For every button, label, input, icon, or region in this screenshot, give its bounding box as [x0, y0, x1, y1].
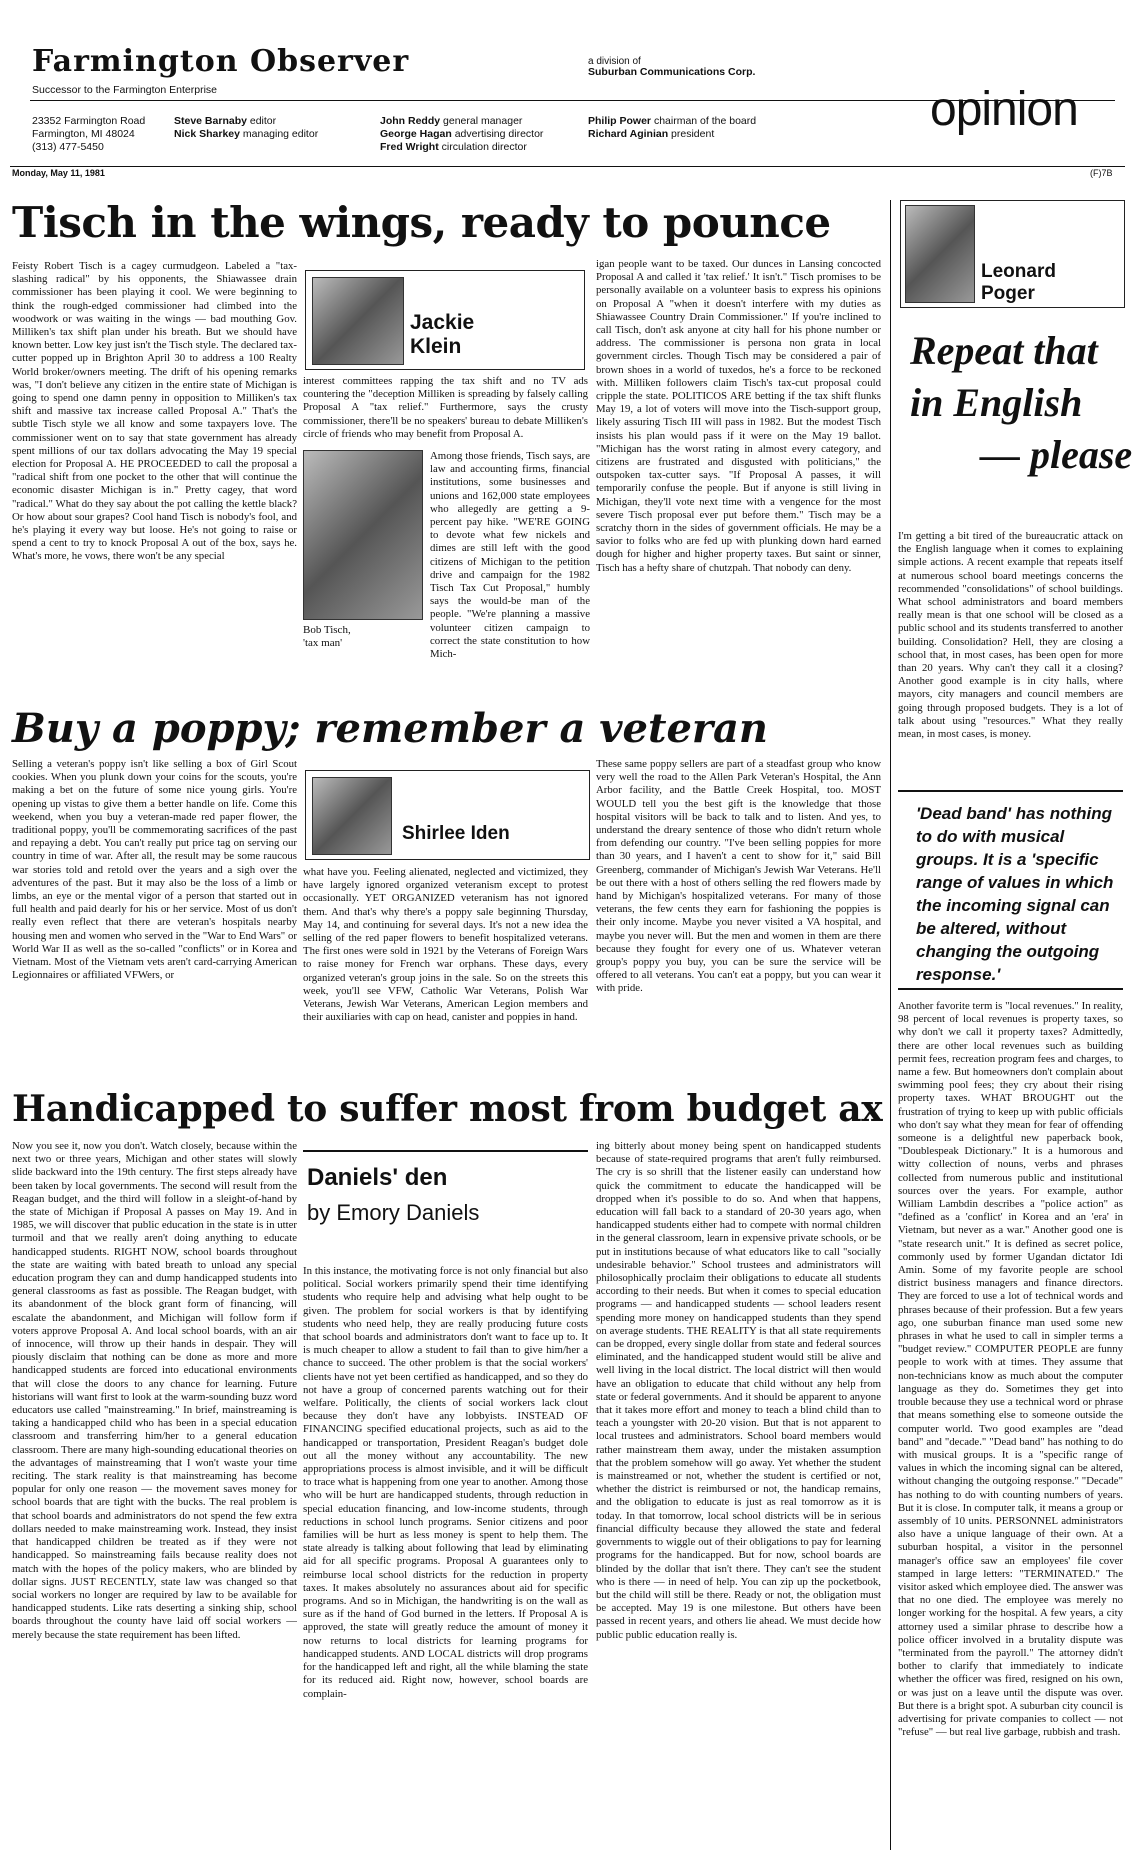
- masthead-subtitle: Successor to the Farmington Enterprise: [32, 84, 218, 96]
- managers-list: [380, 115, 543, 154]
- address-line-1: 23352 Farmington Road: [32, 115, 146, 127]
- section-label: opinion: [930, 83, 1078, 136]
- article3-col2: In this instance, the motivating force is not only financial but also political. Social workers primarily spend their time identifying students who require help and advising what help ought to be given. The problem for social workers is that by identifying students who need help, they are really producing future costs that school boards and administrators don't want to face up to. It is much cheaper to allow a student to fail than to give him/her a chance to succeed. The other problem is that the social workers' clients have not yet been certified as handicapped, and so they do not have a group of concerned parents watching out for their welfare. Politically, the clients of social workers lack clout because they don't have any lobbyists. INSTEAD OF FINANCING specified educational projects, such as aid to the handicapped or transportation, President Reagan's budget dole out all the money without any accountability. The new appropriations process is almost invisible, and it will be difficult to trace what is happening from one year to another. Among those who will be hurt are handicapped students, through reduction in special education financing, and low-income students, through reductions in school lunch programs. Senior citizens and poor families will be hurt as less money is spent to help them. The state already is talking about following that lead by eliminating aid for all specific programs. Proposal A guarantees only to reimburse local school districts for the reduction in property taxes. It makes absolutely no assurances about aid for specific programs. And so in Michigan, the handwriting is on the wall as sure as if the hand of God burned in the letters. If Proposal A is approved, the state will greatly reduce the amount of money it now returns to local districts for learning programs for handicapped students. AND LOCAL districts will drop programs for the handicapped left and right, all the while blaming the state for its reduced aid. Right now, however, school boards are complain-: [303, 1265, 588, 1700]
- article1-headline: Tisch in the wings, ready to pounce: [12, 198, 831, 247]
- editor-name: Steve Barnaby: [174, 115, 247, 127]
- author-first-name: Leonard: [981, 261, 1056, 282]
- photo-caption-line2: 'tax man': [303, 637, 343, 649]
- article4-col-a: I'm getting a bit tired of the bureaucratic attack on the English language when it comes to explaining simple actions. A recent example that repeats itself at numerous school board meetings concerns the recommended "consolidations" of school buildings. What school administrators and board members really mean is that one school will be closed as a public school and its students transferred to another building. Consolidation? Hell, they are closing a school that, in most cases, has been open for more than 20 years. Why can't they call it a closing? Another good example is in city halls, where mayors, city managers and council members are going through proposed budgets. They is a lot of talk about using "resources." What they really mean, in most cases, is money.: [898, 530, 1123, 741]
- masthead-division: a division of: [588, 56, 641, 67]
- masthead-title: Farmington Observer: [32, 44, 410, 79]
- article2-col1: Selling a veteran's poppy isn't like selling a box of Girl Scout cookies. When you plunk down your coins for the scouts, you're making a bet on the future of some nice young girls. You're opening up vistas to give them a better handle on life. Come this weekend, when you buy a veteran-made red paper flower, the traditional poppy, you'll be commemorating sacrifices of the past and repaying a debt. You can't really put price tag on serving our country in time of war. After all, the result may be some raucous war stories told and retold over the years and a sigh over the adventures of the past. But it may also be the loss of a limb or limbs, an eye or the mental vigor of a person that started out in full health and paid dearly for his or her service. Most of us don't really even reflect that there are veteran's hospitals nearby housing men and women who served in the "War to End Wars" or World War II as well as the so-called "conflicts" or in Korea and Vietnam. Most of the Vietnam vets aren't card-carrying American Legionnaires or affiliated VFWers, or: [12, 758, 297, 982]
- headline-line1: Repeat that: [910, 328, 1098, 373]
- masthead-corp: Suburban Communications Corp.: [588, 66, 756, 78]
- author-first-name: Jackie: [410, 311, 475, 334]
- managing-editor-role: managing editor: [242, 128, 319, 141]
- article2-author-box: [305, 770, 590, 860]
- column-name: Daniels' den: [307, 1164, 448, 1191]
- article4-author-box: [900, 200, 1125, 308]
- executives-list: [588, 115, 756, 141]
- circ-director-role: circulation director: [441, 141, 527, 154]
- article4-headline: [910, 325, 1132, 481]
- photo-caption-line1: Bob Tisch,: [303, 624, 351, 636]
- masthead: [0, 0, 1144, 178]
- masthead-address: [32, 115, 145, 154]
- column-divider: [890, 200, 891, 1850]
- ad-director-name: George Hagan: [380, 128, 452, 141]
- article1-col3: igan people want to be taxed. Our dunces in Lansing concocted Proposal A and called it 'tax relief.' It isn't." Tisch promises to be personally available on a volunteer basis to express his opinions on Proposal A "when it doesn't interfere with my duties as Shiawassee Country Drain Commissioner." If you're inclined to call Tisch, don't ask anyone at city hall for his phone number or address. The commissioner is persona non grata in local government circles. Though Tisch may be considered a pair of brown shoes in a world of tuxedos, he's a force to be reckoned with. Milliken followers claim Tisch's tax-cut proposal could cripple the state. POLITICOS ARE betting if the tax shift flunks May 19, a lot of voters will move into the Tisch-support group, likely assuring Tisch III will pass in 1982. But the modest Tisch insists his plan would pass if it were on the May 19 ballot. "Michigan has the worst rating in almost every category, and citizens are frustrated and disgusted with politicians," the outspoken tax-cutter says. "If Proposal A passes, it will temporarily confuse the people. But if anyone is still living in Michigan, they'll vote next time with a vengence for the most severe Tisch proposal ever put before them." Tisch may be a scratchy thorn in the sides of government officials. He may be a savior to folks who are fed up with plunking down hard earned dough for higher and higher property taxes. But saint or sinner, Tisch has a hefty share of chutzpah. That nobody can deny.: [596, 258, 881, 574]
- masthead-bottom-rule: [10, 166, 1125, 167]
- phone-number: (313) 477-5450: [32, 141, 104, 154]
- editor-role: editor: [249, 115, 277, 127]
- gm-name: John Reddy: [380, 115, 441, 127]
- ad-director-role: advertising director: [454, 128, 544, 141]
- editors-list: [174, 115, 318, 141]
- author-photo-leonard-poger: [905, 205, 975, 303]
- article1-author-box: [305, 270, 585, 370]
- address-line-2: Farmington, MI 48024: [32, 128, 135, 141]
- article4-col-b: Another favorite term is "local revenues." In reality, 98 percent of local revenues is property taxes, so why don't we call it property taxes? Admittedly, there are other local revenues such as building permit fees, recreation program fees and charges, to name a few. But homeowners don't complain about swimming pool fees; they cry about their rising property taxes. WHAT BROUGHT out the frustration of trying to keep up with public officials who don't say what they mean for fear of offending someone is a delightful new paperback book, "Doublespeak Dictionary." It is a humorous and witty collection of nouns, verbs and phrases collected from numerous public and institutional sources over the years. For example, author William Lambdin describes a "police action" as "defined as a 'conflict' in Korea and an 'era' in Vietnam, but never as a war." Another good one is "state research unit." It is defined as secret police, commonly used by former Ugandan dictator Idi Amin. Some of my favorite people are school district business managers and finance directors. They are forced to use a lot of technical words and phrases because of their profession. But a few years ago, one suburban finance man used some new phrases in what he used to call in simpler terms a "budget review." COMPUTER PEOPLE are funny people to work with at times. They assume that non-technicians know as much about the computer language as they do. Sometimes they get into trouble because they use a technical word or phrase that means something else to someone outside the computer world. Two good examples are "dead band" and "decade." "Dead band" has nothing to do with musical groups. It is a "specific range of values in which the incoming signal can be altered, without changing the outgoing response." "Decade" has nothing to do with counting numbers of years. But it is close. In computer talk, it means a group or assembly of 10 units. PERSONNEL administrators also have a unique language of their own. At a suburban hospital, a visitor in the personnel manager's office saw an employees' file cover stamped in large letters: "TERMINATED." The visitor asked which employee died. The answer was that no one died. The employee was merely no longer working for the hospital. A few years, a city attorney used a similar phrase to describe how a police officer involved in a brutality dispute was "terminated from the payroll." The attorney didn't bother to clarify that immediately to indicate whether the officer was fired, resigned on his own, or was just on a leave until the dispute was over. But there is a bright spot. A suburban city council is advertising for private companies to collect — not "refuse" — but real live garbage, rubbish and trash.: [898, 1000, 1123, 1739]
- article3-col1: Now you see it, now you don't. Watch closely, because within the next two or three years, Michigan and other states will slowly slide backward into the 19th century. The first steps already have been taken by local governments. The second will result from the Reagan budget, and the third will follow in a sleight-of-hand by the state of Michigan if Proposal A passes on May 19. And in 1985, we will discover that public education in the state is in utter turmoil and that we really aren't doing anything to educate handicapped students. RIGHT NOW, school boards throughout the state are waiting with bated breath to unload any special education program they can and dump handicapped students into general classrooms as fast as possible. The Reagan budget, with its abandonment of the block grant form of financing, will escalate the abandonment, and Michigan will follow form if voters approve Proposal A. And local school boards, with an air of innocence, will throw up their hands in despair. They will piously disclaim that nothing can be done as more and more handicapped students are forced into educational environments that will close the doors to any chance for learning. Future historians will want first to look at the warm-sounding buzz word educators use called "mainstreaming." In brief, mainstreaming is taking a handicapped child who has been in a special education classroom and transferring him/her to a general education classroom. There are many high-sounding educational theories on the advantages of mainstreaming that I won't waste your time reciting. The stark reality is that mainstreaming has become popular for only one reason — the movement saves money for school boards that are tight with the bucks. The real problem is that school boards and administrators do not spend the few extra dollars needed to make mainstreaming work. Instead, they insist that handicapped children be treated as if they were not handicapped. So mainstreaming fails because reality does not match with the hopes of the policy makers, who are blinded by dollar signs. JUST RECENTLY, state law was changed so that social workers no longer are required by law to be available for handicapped students. Like rats deserting a sinking ship, school boards throughout the county have laid off social workers — merely because the state requirement has been lifted.: [12, 1140, 297, 1641]
- chairman-role: chairman of the board: [653, 115, 757, 127]
- pull-quote: 'Dead band' has nothing to do with musical groups. It is a 'specific range of values in which the incoming signal can be altered, without changing the outgoing response.': [916, 804, 1114, 984]
- author-name: Shirlee Iden: [402, 823, 510, 844]
- pull-quote-box: [898, 790, 1123, 990]
- gm-role: general manager: [443, 115, 523, 127]
- headline-line3: — please: [980, 432, 1133, 477]
- photo-bob-tisch: [303, 450, 423, 620]
- photo-caption: [303, 624, 351, 650]
- president-name: Richard Aginian: [588, 128, 669, 141]
- article2-headline: Buy a poppy; remember a veteran: [12, 705, 768, 752]
- author-photo-jackie-klein: [312, 277, 404, 365]
- article1-col1: Feisty Robert Tisch is a cagey curmudgeon. Labeled a "tax-slashing radical" by his opponents, the Shiawassee drain commissioner has been playing it cool. We were beginning to think the rough-edged commissioner had climbed into the woodwork or was waiting in the wings — bad mouthing Gov. Milliken's tax shift plan under his breath. But we should have known better. Low key just isn't the Tisch style. The declared tax-cutter popped up in Brighton April 30 to address a 100 Realty World broker/owners meeting. The drift of his opening remarks was, "I don't believe any citizen in the entire state of Michigan is going to spend one damn penny in opposition to Milliken's tax shift and massive tax increase called Proposal A." That's the subtle Tisch style we all know and some taxpayers love. The commissioner went on to say that state government has already spent millions of our tax dollars advocating the May 19 special election for Proposal A. HE PROCEEDED to call the proposal a "radical shift from one pocket to the other that will continue the economic disaster Michigan is in." Pretty cagey, that word "radical." What do they say about the pot calling the kettle black? Or how about sour grapes? Cool hand Tisch is nobody's fool, and he's playing it every way but loose. He's not going to raise or spend a cent to try to knock Proposal A out of the box, says he. What's more, he vows, there won't be any special: [12, 260, 297, 563]
- column-byline: by Emory Daniels: [307, 1200, 480, 1225]
- article3-col3: ing bitterly about money being spent on handicapped students because of state-required programs that aren't fully reimbursed. The cry is so shrill that the listener easily can understand how quick the commitment to educate the handicapped will be dropped when it's possible to do so. And when that happens, education will fall back to a standard of 20-30 years ago, when handicapped students either had to compete with normal children in the general classroom, learn in expensive private schools, or be put in institutions because of what educators like to call "socially undesirable behavior." School trustees and administrators will philosophically proclaim their obligations to educate all students according to their needs. But when it comes to special education programs — and handicapped students — school leaders resent spending more money on handicapped students than they spend on average students. THE REALITY is that all state requirements can be dropped, every single dollar from state and federal sources eliminated, and the handicapped student would still be alive and well living in the local district. The local district will then would have an obligation to educate that child without any help from state or federal governments. And it should be apparent to anyone that it takes more effort and money to teach a blind child than to teach a youngster with 20-20 vision. But that is not apparent to local trustees and administrators. School board members would rather mainstream them away, under the mistaken assumption that the problem somehow will go away. Yet whether the student is mainstreamed or not, whether the student is certified or not, whether the district is reimbursed or not, the handicap remains, and the obligation to educate is just as real tomorrow as it is today. In that tomorrow, local school districts will be in serious financial difficulty because they allowed the state and federal governments to wiggle out of their obligations to pay for learning programs for the handicapped. But for now, school boards are blinded by the dollar that isn't there. They can't see the student who is there — in need of help. You can zip up the pocketbook, but the child will still be there. Ready or not, the obligation must be accepted. May 19 is one milestone. But others have been passed in recent years, and others lie ahead. We must decide how public public education really is.: [596, 1140, 881, 1641]
- article1-col2b: Among those friends, Tisch says, are law and accounting firms, financial institutions, some businesses and unions and 162,000 state employees who allegedly are getting a 9-percent pay hike. "WE'RE GOING to devote what few nickels and dimes are still left with the good citizens of Michigan to the petition drive and campaign for the 1982 Tisch Tax Cut Proposal," humbly says the would-be man of the people. "We're planning a massive volunteer citizen campaign to correct the state constitution to how Mich-: [430, 450, 590, 661]
- page-number: (F)7B: [1090, 168, 1113, 178]
- article2-col2: what have you. Feeling alienated, neglected and victimized, they have largely ignored organized veteranism except to protest occasionally. YET ORGANIZED veteranism has not ignored them. And that's why there's a poppy sale beginning Thursday, May 14, and continuing for several days. It's not a new idea the selling of the red paper flowers to benefit hospitalized veterans. The first ones were sold in 1921 by the Veterans of Foreign Wars to raise money for French war orphans. These days, every organized veteran's group joins in the sale. So on the streets this week, you'll see VFW, Catholic War Veterans, Polish War Veterans, Jewish War Veterans, American Legion members and their auxiliaries with cap on head, canister and poppies in hand.: [303, 866, 588, 1024]
- article3-column-box: [303, 1150, 588, 1260]
- circ-director-name: Fred Wright: [380, 141, 439, 154]
- article1-col2: interest committees rapping the tax shift and no TV ads countering the "deception Milliken is spreading by falsely calling Proposal A "tax relief." Furthermore, says the crusty commissioner, there'll be no speakers' bureau to debate Milliken's circle of friends who may benefit from Proposal A.: [303, 375, 588, 440]
- issue-date: Monday, May 11, 1981: [12, 168, 105, 178]
- author-last-name: Klein: [410, 335, 462, 358]
- managing-editor-name: Nick Sharkey: [174, 128, 240, 141]
- headline-line2: in English: [910, 380, 1083, 425]
- article2-col3: These same poppy sellers are part of a steadfast group who know very well the road to the Allen Park Veteran's Hospital, the Ann Arbor facility, and the Battle Creek Hospital, too. MOST WOULD tell you the best gift is the knowledge that those hospital visitors will be back to talk and to listen. And yes, to understand the dreary sentence of those who didn't return whole from defending our country. "I've been selling poppies for more than 30 years, and I haven't a cent to show for it," said Bill Greenberg, commander of Michigan's Jewish War Veterans. He'll be out there with a host of others selling the red flowers made by hand by Michigan's hospitalized veterans. For many of those veterans, the few cents they earn for fashioning the poppies is their only income. Maybe you never visited a VA hospital, and maybe you never will. But the men and women in them are there because they fought for every one of us. Whatever veteran group's poppy you buy, you can be sure the service will be offered to all veterans. You can't eat a poppy, but you can wear it with pride.: [596, 758, 881, 995]
- author-last-name: Poger: [981, 283, 1035, 304]
- president-role: president: [671, 128, 715, 141]
- article3-headline: Handicapped to suffer most from budget ax: [12, 1088, 883, 1130]
- author-photo-shirlee-iden: [312, 777, 392, 855]
- chairman-name: Philip Power: [588, 115, 652, 127]
